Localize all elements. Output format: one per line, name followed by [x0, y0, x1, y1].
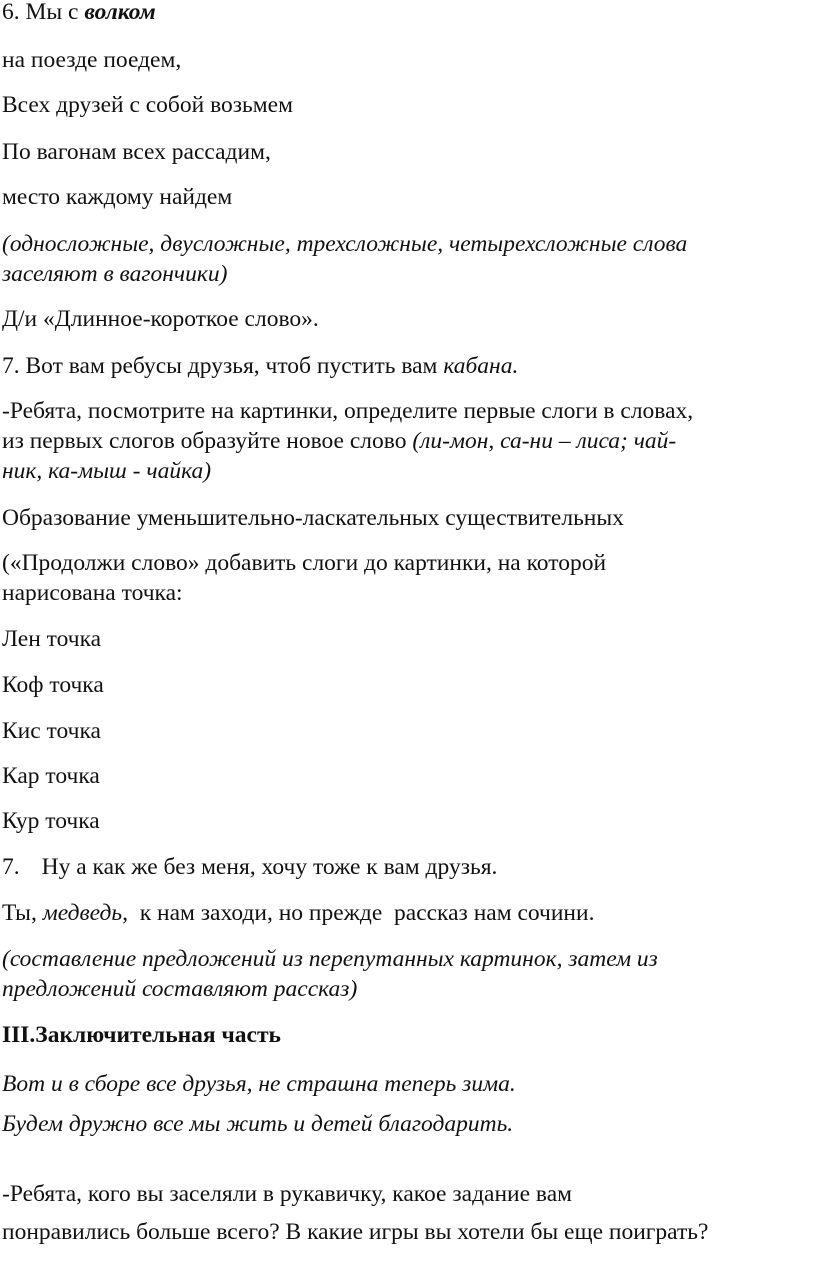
closing-question-2: понравились больше всего? В какие игры вы хотели бы еще поиграть?	[2, 1219, 709, 1245]
task-paragraph-2: («Продолжи слово» добавить слоги до картинки, на которой	[2, 550, 607, 576]
section-heading: Образование уменьшительно-ласкательных существительных	[2, 505, 624, 531]
word-item-3: Кис точка	[2, 718, 101, 744]
verse-text: 7. Вот вам ребусы друзья, чтоб пустить вам	[2, 353, 444, 379]
verse-line-5: место каждому найдем	[2, 184, 233, 210]
verse-text: к нам заходи, но прежде рассказ нам сочини.	[127, 900, 595, 926]
section-title-final: III.Заключительная часть	[2, 1022, 281, 1048]
closing-verse-line-2: Будем дружно все мы жить и детей благодарить.	[2, 1111, 514, 1137]
list-number: 7.	[2, 854, 20, 880]
verse-emphasis: медведь,	[42, 900, 128, 926]
verse-line-2: на поезде поедем,	[2, 47, 182, 73]
instruction-note-1: (односложные, двусложные, трехсложные, четырехсложные слова	[2, 231, 688, 257]
verse-text: 6. Мы с	[2, 0, 85, 25]
word-item-2: Коф точка	[2, 672, 104, 698]
task-example: (ли-мон, са-ни – лиса; чай-	[412, 428, 677, 454]
verse-line-4: По вагонам всех рассадим,	[2, 139, 271, 165]
closing-question-1: -Ребята, кого вы заселяли в рукавичку, какое задание вам	[2, 1181, 573, 1207]
instruction-note-2: (составление предложений из перепутанных картинок, затем из	[2, 946, 658, 972]
closing-verse-line-1: Вот и в сборе все друзья, не страшна теперь зима.	[2, 1071, 516, 1097]
task-paragraph-1: -Ребята, посмотрите на картинки, определите первые слоги в словах,	[2, 398, 694, 424]
verse-text: Ты,	[2, 900, 43, 926]
task-paragraph-1-line-2	[2, 426, 676, 456]
verse-text: Ну а как же без меня, хочу тоже к вам друзья.	[41, 854, 498, 880]
verse-emphasis: волком	[84, 0, 156, 25]
verse-line-8	[2, 852, 497, 882]
instruction-note-2-cont: предложений составляют рассказ)	[2, 976, 358, 1002]
task-paragraph-2-line-2: нарисована точка:	[2, 580, 183, 606]
instruction-note-1-cont: заселяют в вагончики)	[2, 261, 228, 287]
task-text: из первых слогов образуйте новое слово	[2, 428, 413, 454]
verse-emphasis: кабана.	[443, 353, 519, 379]
word-item-5: Кур точка	[2, 808, 100, 834]
verse-line-1	[2, 0, 156, 27]
verse-line-7	[2, 351, 518, 381]
verse-line-9	[2, 898, 594, 928]
word-item-1: Лен точка	[2, 626, 102, 652]
verse-line-3: Всех друзей с собой возьмем	[2, 92, 293, 118]
word-item-4: Кар точка	[2, 763, 100, 789]
task-paragraph-1-line-3: ник, ка-мыш - чайка)	[2, 458, 212, 484]
game-title: Д/и «Длинное-короткое слово».	[2, 306, 319, 332]
